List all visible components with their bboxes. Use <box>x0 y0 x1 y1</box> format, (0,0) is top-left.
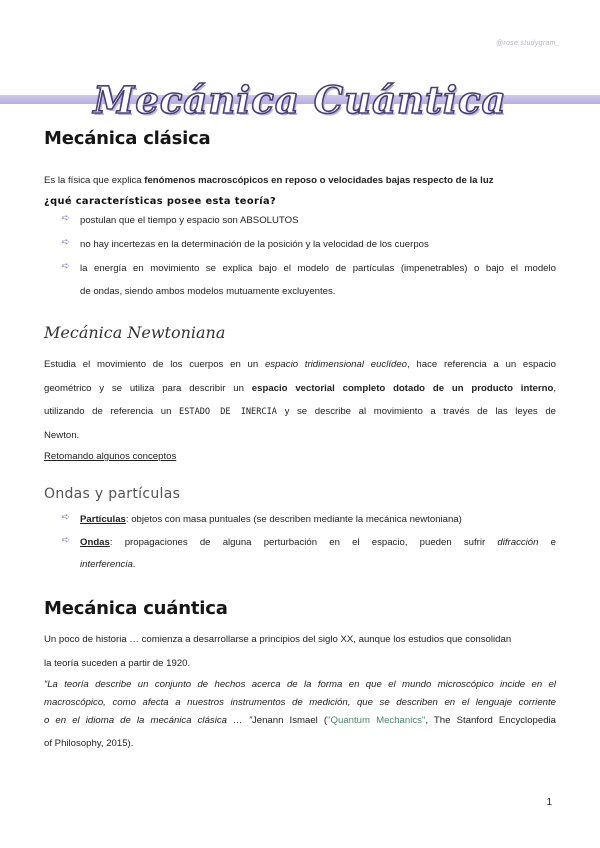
classical-bullet-3: la energía en movimiento se explica bajo el modelo de partículas (impenetrables) o bajo el modelo <box>80 263 556 274</box>
newtonian-text: Estudia el movimiento de los cuerpos en un <box>44 359 265 370</box>
term-particles: Partículas <box>80 514 126 525</box>
quote-line-3 <box>44 715 556 726</box>
quote-text: o en el idioma de la mecánica clásica … ” <box>44 715 252 726</box>
waves-text: : objetos con masa puntuales (se describen mediante la mecánica newtoniana) <box>125 514 462 525</box>
waves-italic: difracción <box>497 537 539 548</box>
quantum-history-line-2: la teoría suceden a partir de 1920. <box>44 658 191 669</box>
newtonian-mono: ESTADO DE INERCIA <box>179 407 277 417</box>
term-waves: Ondas <box>80 537 110 548</box>
newtonian-text: utilizando de referencia un <box>44 406 180 417</box>
newtonian-bold: espacio vectorial completo dotado de un producto interno <box>251 383 554 394</box>
section-heading-quantum: Mecánica cuántica <box>44 598 228 619</box>
newtonian-line-1 <box>44 359 556 370</box>
section-heading-classical: Mecánica clásica <box>44 128 211 149</box>
classical-bullet-1: postulan que el tiempo y espacio son ABSOLUTOS <box>80 215 299 226</box>
waves-text: e <box>538 537 556 548</box>
classical-intro <box>44 175 494 186</box>
citation-work-link[interactable]: "Quantum Mechanics" <box>327 715 426 726</box>
arrow-right-icon: ➪ <box>61 261 71 272</box>
section-heading-newtonian: Mecánica Newtoniana <box>44 323 226 342</box>
concepts-link[interactable]: Retomando algunos conceptos <box>44 451 177 462</box>
author-handle: @rose.studygram_ <box>495 40 560 47</box>
classical-question: ¿qué características posee esta teoría? <box>44 196 277 207</box>
arrow-right-icon: ➪ <box>61 512 71 523</box>
quote-line-2: macroscópico, como afecta a nuestros instrumentos de medición, que se describen en el lenguaje corriente <box>44 697 556 708</box>
citation-line-2: of Philosophy, 2015). <box>44 738 134 749</box>
newtonian-line-3 <box>44 406 556 418</box>
page-number: 1 <box>546 797 552 808</box>
arrow-right-icon: ➪ <box>61 237 71 248</box>
classical-intro-text: Es la física que explica <box>44 175 145 186</box>
newtonian-line-2 <box>44 383 556 394</box>
page-title: Mecánica Cuántica <box>93 78 507 122</box>
classical-intro-bold: fenómenos macroscópicos en reposo o velocidades bajas respecto de la luz <box>144 175 494 186</box>
arrow-right-icon: ➪ <box>61 535 71 546</box>
classical-bullet-2: no hay incertezas en la determinación de la posición y la velocidad de los cuerpos <box>80 239 429 250</box>
waves-text: . <box>132 559 136 570</box>
citation-author: Jenann Ismael ( <box>251 715 328 726</box>
waves-bullet-1 <box>80 514 462 525</box>
waves-text: : propagaciones de alguna perturbación en el espacio, pueden sufrir <box>109 537 498 548</box>
newtonian-text: , <box>553 383 556 394</box>
quote-line-1: “La teoría describe un conjunto de hechos acerca de la forma en que el mundo microscópico incide en el <box>44 679 556 690</box>
citation-source: , The Stanford Encyclopedia <box>425 715 557 726</box>
newtonian-text: y se describe al movimiento a través de las leyes de <box>276 406 556 417</box>
waves-bullet-2-cont <box>80 559 135 570</box>
section-heading-waves: Ondas y partículas <box>44 486 181 502</box>
newtonian-text: geométrico y se utiliza para describir un <box>44 383 252 394</box>
newtonian-text: , hace referencia a un espacio <box>407 359 556 370</box>
arrow-right-icon: ➪ <box>61 213 71 224</box>
waves-bullet-2 <box>80 537 556 548</box>
newtonian-italic: espacio tridimensional euclídeo <box>264 359 408 370</box>
waves-italic: interferencia <box>80 559 133 570</box>
newtonian-line-4: Newton. <box>44 430 80 441</box>
quantum-history-line-1: Un poco de historia … comienza a desarrollarse a principios del siglo XX, aunque los estudios que consolidan <box>44 634 512 645</box>
classical-bullet-3-cont: de ondas, siendo ambos modelos mutuamente excluyentes. <box>80 286 336 297</box>
